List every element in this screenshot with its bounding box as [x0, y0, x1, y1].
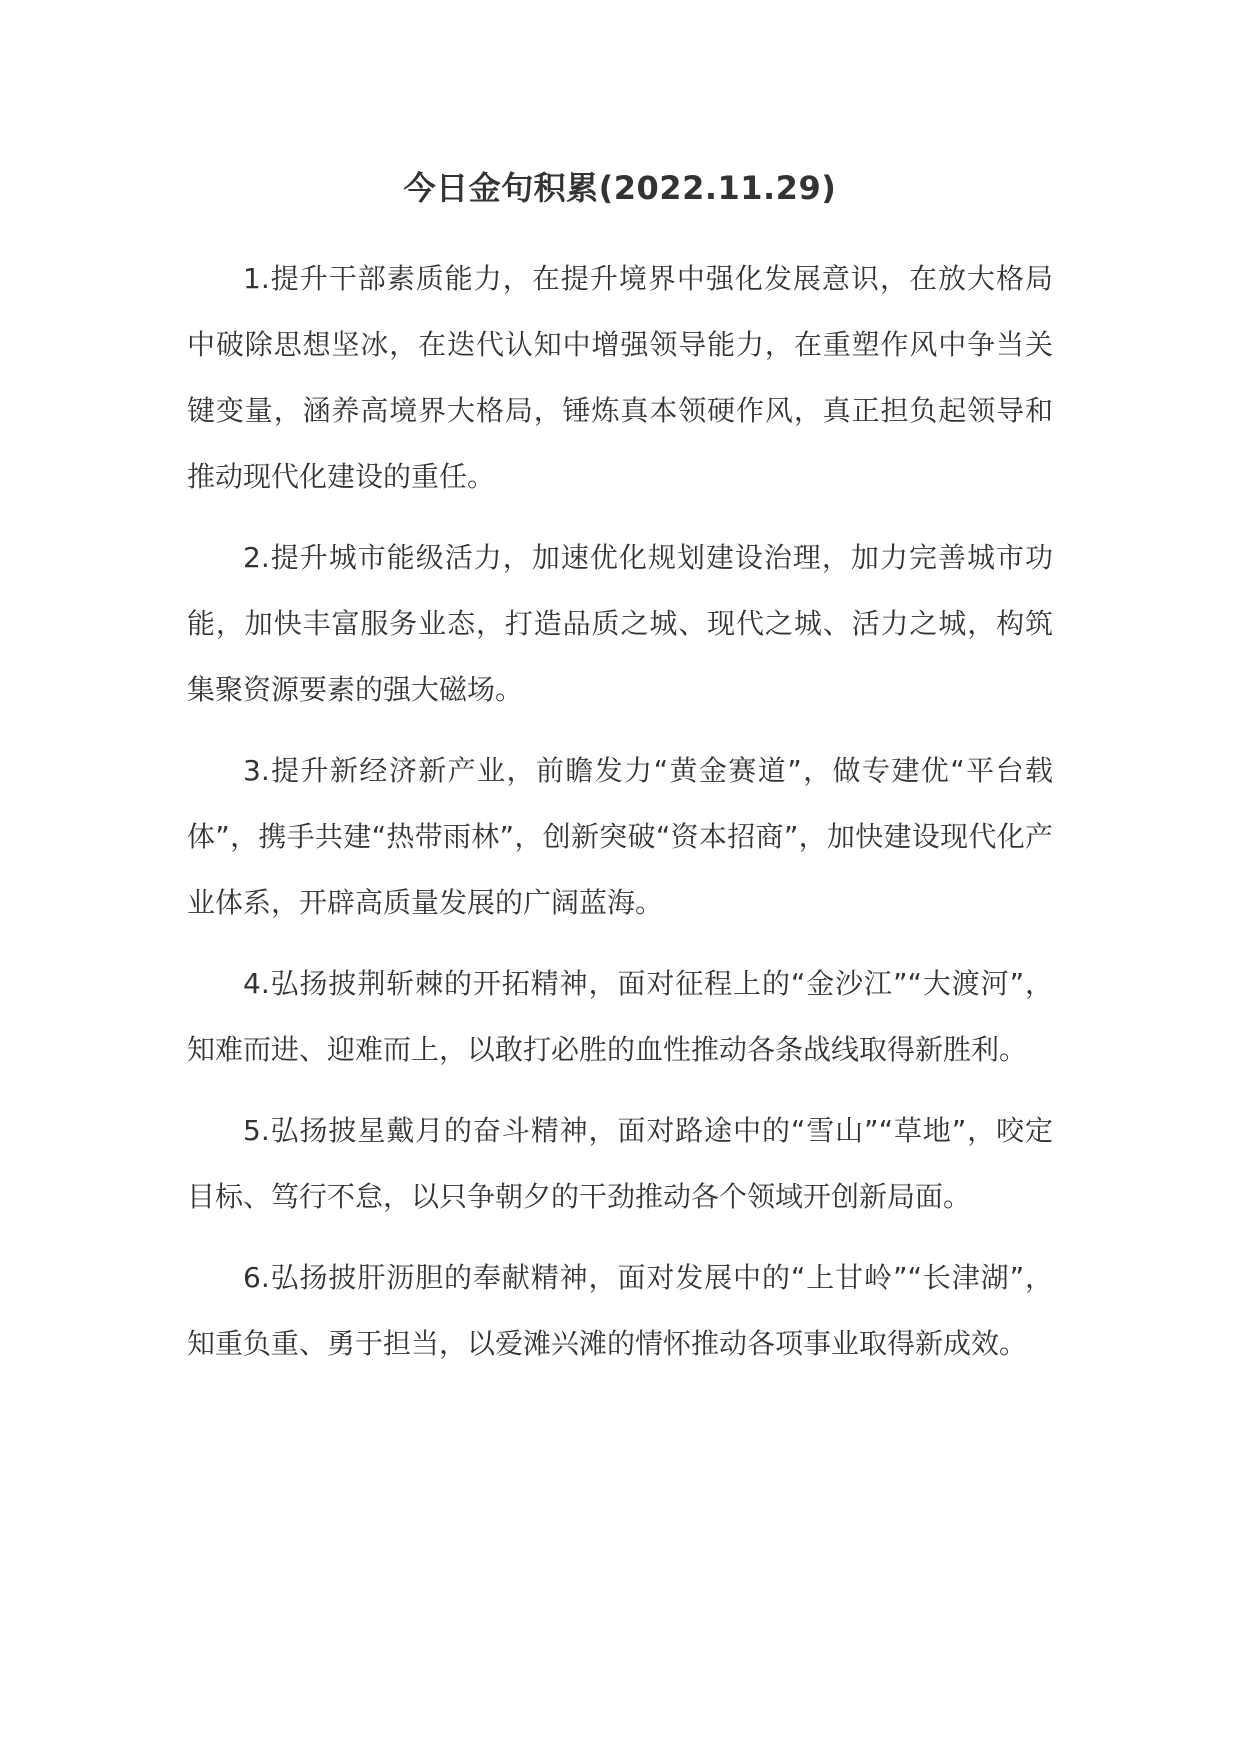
document-body [187, 246, 1053, 1392]
paragraph-3: 3.提升新经济新产业，前瞻发力“黄金赛道”，做专建优“平台载体”，携手共建“热带雨林”，创新突破“资本招商”，加快建设现代化产业体系，开辟高质量发展的广阔蓝海。 [187, 754, 1053, 919]
paragraph-1: 1.提升干部素质能力，在提升境界中强化发展意识，在放大格局中破除思想坚冰，在迭代认知中增强领导能力，在重塑作风中争当关键变量，涵养高境界大格局，锤炼真本领硬作风，真正担负起领导和推动现代化建设的重任。 [187, 262, 1053, 493]
paragraph-2: 2.提升城市能级活力，加速优化规划建设治理，加力完善城市功能，加快丰富服务业态，打造品质之城、现代之城、活力之城，构筑集聚资源要素的强大磁场。 [187, 541, 1053, 706]
paragraph-4: 4.弘扬披荆斩棘的开拓精神，面对征程上的“金沙江”“大渡河”，知难而进、迎难而上，以敢打必胜的血性推动各条战线取得新胜利。 [187, 967, 1053, 1066]
paragraph-6: 6.弘扬披肝沥胆的奉献精神，面对发展中的“上甘岭”“长津湖”，知重负重、勇于担当，以爱滩兴滩的情怀推动各项事业取得新成效。 [187, 1261, 1053, 1360]
paragraph-5: 5.弘扬披星戴月的奋斗精神，面对路途中的“雪山”“草地”，咬定目标、笃行不怠，以只争朝夕的干劲推动各个领域开创新局面。 [187, 1114, 1053, 1213]
document-title: 今日金句积累(2022.11.29) [403, 169, 837, 207]
